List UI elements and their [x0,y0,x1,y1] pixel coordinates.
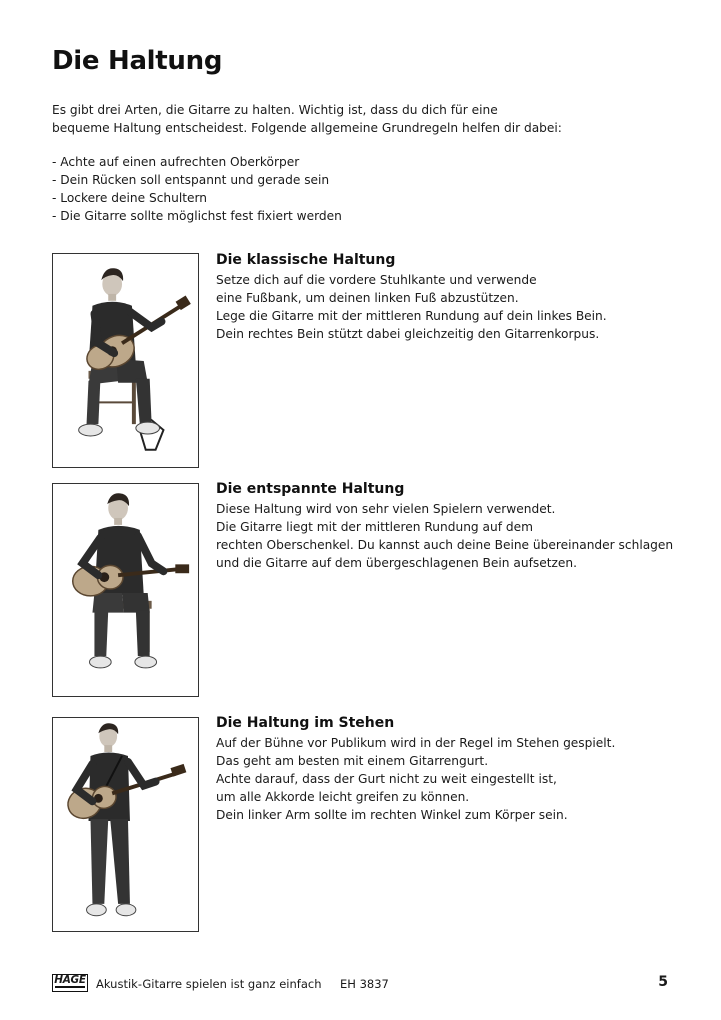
intro-line: Es gibt drei Arten, die Gitarre zu halten. Wichtig ist, dass du dich für eine [52,103,498,117]
rule-item: - Lockere deine Schultern [52,191,208,205]
section-line: Diese Haltung wird von sehr vielen Spielern verwendet. [216,502,556,516]
section-line: um alle Akkorde leicht greifen zu können. [216,790,470,804]
publisher-logo [52,974,88,992]
section-text [216,734,686,824]
relaxed-posture-photo [52,483,199,697]
intro-line: bequeme Haltung entscheidest. Folgende allgemeine Grundregeln helfen dir dabei: [52,121,562,135]
section-relaxed [216,481,686,572]
page-number: 5 [658,974,668,990]
guitarist-seated-relaxed-illustration [53,484,198,696]
standing-posture-photo [52,717,199,932]
rule-item: - Die Gitarre sollte möglichst fest fixiert werden [52,209,342,223]
section-classical [216,252,686,343]
section-line: Die Gitarre liegt mit der mittleren Rundung auf dem [216,520,533,534]
section-heading: Die Haltung im Stehen [216,715,395,731]
footer-edition-code: EH 3837 [340,977,389,991]
rule-item: - Achte auf einen aufrechten Oberkörper [52,155,300,169]
section-line: Achte darauf, dass der Gurt nicht zu weit eingestellt ist, [216,772,557,786]
page-footer [52,972,670,996]
guitarist-standing-illustration [53,718,198,931]
section-heading: Die klassische Haltung [216,252,396,268]
section-text [216,271,686,343]
section-text [216,500,686,572]
section-line: Dein rechtes Bein stützt dabei gleichzeitig den Gitarrenkorpus. [216,327,600,341]
section-line: Lege die Gitarre mit der mittleren Rundung auf dein linkes Bein. [216,309,607,323]
publisher-logo-text: HAGE [54,974,86,986]
classical-posture-photo [52,253,199,468]
section-line: eine Fußbank, um deinen linken Fuß abzustützen. [216,291,519,305]
section-line: rechten Oberschenkel. Du kannst auch deine Beine übereinander schlagen [216,538,674,552]
logo-underline [55,986,85,988]
section-standing [216,715,686,824]
rule-item: - Dein Rücken soll entspannt und gerade sein [52,173,330,187]
section-line: Auf der Bühne vor Publikum wird in der Regel im Stehen gespielt. [216,736,616,750]
intro-paragraph [52,101,672,137]
section-line: Dein linker Arm sollte im rechten Winkel zum Körper sein. [216,808,568,822]
section-line: und die Gitarre auf dem übergeschlagenen Bein aufsetzen. [216,556,578,570]
page-title: Die Haltung [52,46,223,76]
guitarist-seated-footstool-illustration [53,254,198,467]
footer-book-title: Akustik-Gitarre spielen ist ganz einfach [96,977,322,991]
section-heading: Die entspannte Haltung [216,481,405,497]
section-line: Das geht am besten mit einem Gitarrengurt. [216,754,489,768]
rules-list [52,153,672,225]
section-line: Setze dich auf die vordere Stuhlkante und verwende [216,273,537,287]
